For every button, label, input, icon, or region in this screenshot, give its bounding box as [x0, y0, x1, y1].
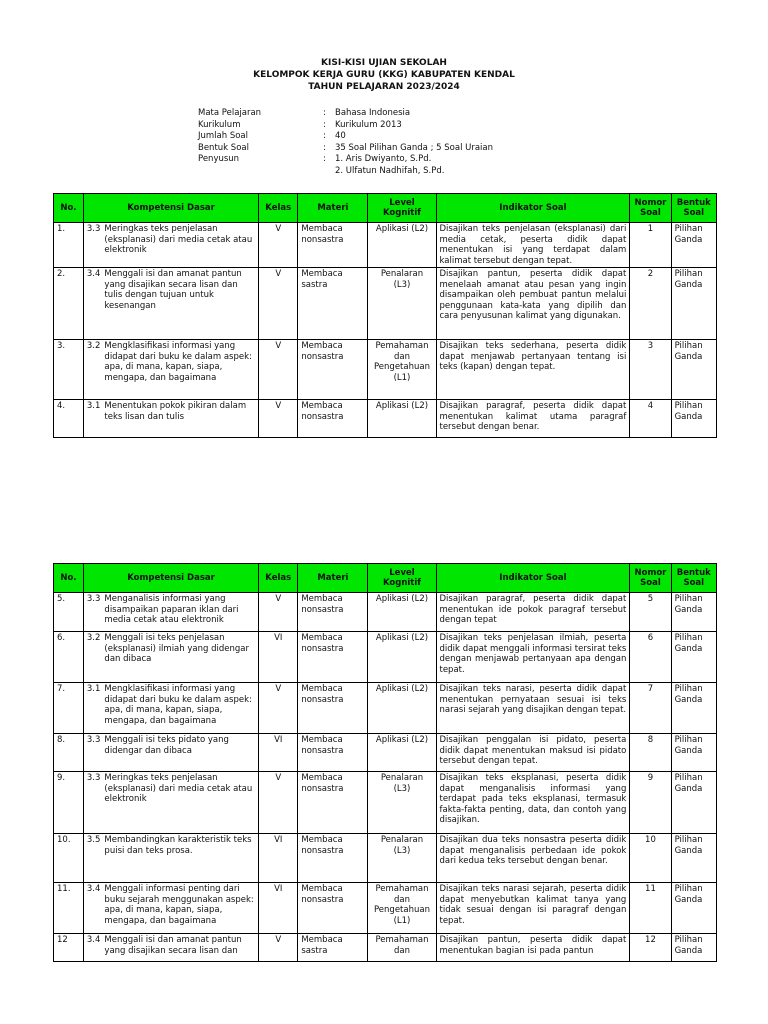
meta-row [198, 131, 493, 143]
cell-materi: Membaca nonsastra [298, 223, 368, 268]
table-row [54, 772, 717, 834]
kompetensi-number: 3.3 [86, 594, 101, 604]
table-row [54, 400, 717, 438]
cell-level: Pemahaman dan Pengetahuan (L1) [368, 883, 436, 934]
cell-no: 1. [54, 223, 84, 268]
cell-level: Penalaran (L3) [368, 268, 436, 340]
cell-bentuk: Pilihan Ganda [671, 834, 716, 883]
meta-label: Jumlah Soal [198, 131, 248, 141]
col-header-level: Level Kognitif [368, 564, 436, 593]
kompetensi-text: Mengklasifikasi informasi yang didapat dari buku ke dalam aspek: apa, di mana, kapan, siapa, mengapa, dan bagaimana [104, 684, 252, 726]
cell-kompetensi [83, 593, 258, 632]
cell-kelas: V [259, 268, 298, 340]
cell-indikator: Disajikan pantun, peserta didik dapat menelaah amanat atau pesan yang ingin disampaikan oleh pembuat pantun melalui penggunaan kata-kata yang dipilih dan cara penyusunan kalimat yang digunakan. [436, 268, 630, 340]
cell-materi: Membaca nonsastra [298, 340, 368, 400]
cell-materi: Membaca nonsastra [298, 400, 368, 438]
cell-kelas: V [259, 223, 298, 268]
cell-kompetensi [83, 632, 258, 683]
cell-level: Aplikasi (L2) [368, 734, 436, 772]
kompetensi-wrap [87, 735, 255, 756]
cell-no: 12 [54, 934, 84, 962]
cell-kompetensi [83, 772, 258, 834]
cell-materi: Membaca nonsastra [298, 772, 368, 834]
meta-sep: : [323, 108, 326, 118]
meta-sep: : [323, 154, 326, 164]
meta-row [198, 154, 493, 166]
cell-bentuk: Pilihan Ganda [671, 883, 716, 934]
cell-kompetensi [83, 223, 258, 268]
kompetensi-number: 3.3 [86, 773, 101, 783]
cell-level: Aplikasi (L2) [368, 593, 436, 632]
cell-no: 10. [54, 834, 84, 883]
cell-materi: Membaca nonsastra [298, 593, 368, 632]
cell-materi: Membaca nonsastra [298, 632, 368, 683]
kompetensi-wrap [87, 224, 255, 256]
cell-indikator: Disajikan penggalan isi pidato, peserta didik dapat menentukan maksud isi pidato tersebut dengan tepat. [436, 734, 630, 772]
col-header-indikator: Indikator Soal [436, 564, 630, 593]
cell-kompetensi [83, 834, 258, 883]
cell-indikator: Disajikan teks sederhana, peserta didik dapat menjawab pertanyaan tentang isi teks (kapan) dengan tepat. [436, 340, 630, 400]
cell-no: 7. [54, 683, 84, 734]
cell-kelas: V [259, 934, 298, 962]
col-header-kelas: Kelas [259, 194, 298, 223]
kompetensi-wrap [87, 773, 255, 805]
cell-kelas: V [259, 340, 298, 400]
cell-kelas: V [259, 683, 298, 734]
meta-sep: : [323, 119, 326, 130]
cell-kelas: V [259, 593, 298, 632]
cell-bentuk: Pilihan Ganda [671, 683, 716, 734]
table-row [54, 834, 717, 883]
cell-materi: Membaca nonsastra [298, 683, 368, 734]
table-row [54, 883, 717, 934]
cell-kelas: VI [259, 834, 298, 883]
kompetensi-text: Meringkas teks penjelasan (eksplanasi) dari media cetak atau elektronik [104, 773, 253, 804]
kompetensi-wrap [87, 594, 255, 626]
cell-no: 4. [54, 400, 84, 438]
cell-materi: Membaca sastra [298, 934, 368, 962]
kompetensi-number: 3.4 [86, 935, 101, 945]
col-header-no: No. [54, 194, 84, 223]
kompetensi-number: 3.5 [86, 835, 101, 845]
col-header-materi: Materi [298, 564, 368, 593]
meta-row [198, 108, 493, 120]
cell-indikator: Disajikan dua teks nonsastra peserta didik dapat menganalisis perbedaan ide pokok dari kedua teks tersebut dengan benar. [436, 834, 630, 883]
cell-nomor: 4 [630, 400, 671, 438]
col-header-kompetensi: Kompetensi Dasar [83, 564, 258, 593]
cell-indikator: Disajikan teks penjelasan (eksplanasi) dari media cetak, peserta didik dapat menentukan isi yang terdapat dalam kalimat tersebut dengan tepat. [436, 223, 630, 268]
kompetensi-text: Menggali isi teks pidato yang didengar dan dibaca [104, 735, 229, 756]
table-row [54, 734, 717, 772]
col-header-kompetensi: Kompetensi Dasar [83, 194, 258, 223]
table-row [54, 934, 717, 962]
cell-nomor: 7 [630, 683, 671, 734]
doc-title-line3: TAHUN PELAJARAN 2023/2024 [308, 82, 460, 92]
meta-row [198, 120, 493, 132]
meta-label: Mata Pelajaran [198, 108, 262, 118]
cell-kompetensi [83, 683, 258, 734]
kompetensi-text: Menggali informasi penting dari buku sejarah menggunakan aspek: apa, di mana, kapan, siapa, mengapa, dan bagaimana [104, 884, 254, 926]
meta-row [198, 143, 493, 155]
kompetensi-number: 3.2 [86, 341, 101, 351]
col-header-kelas: Kelas [259, 564, 298, 593]
cell-kompetensi [83, 734, 258, 772]
meta-label: Bentuk Soal [198, 142, 249, 153]
table-header-row [54, 194, 717, 223]
cell-nomor: 9 [630, 772, 671, 834]
kompetensi-text: Mengklasifikasi informasi yang didapat dari buku ke dalam aspek: apa, di mana, kapan, siapa, mengapa, dan bagaimana [104, 341, 252, 383]
cell-no: 6. [54, 632, 84, 683]
kompetensi-wrap [87, 341, 255, 383]
meta-label: Kurikulum [198, 119, 241, 130]
cell-bentuk: Pilihan Ganda [671, 734, 716, 772]
cell-materi: Membaca nonsastra [298, 734, 368, 772]
cell-no: 5. [54, 593, 84, 632]
cell-bentuk: Pilihan Ganda [671, 340, 716, 400]
kisi-table-2 [53, 563, 717, 962]
cell-kelas: VI [259, 734, 298, 772]
cell-no: 11. [54, 883, 84, 934]
meta-extra: 2. Ulfatun Nadhifah, S.Pd. [335, 165, 445, 176]
col-header-indikator: Indikator Soal [436, 194, 630, 223]
table-header-row [54, 564, 717, 593]
cell-indikator: Disajikan paragraf, peserta didik dapat menentukan ide pokok paragraf tersebut dengan tepat [436, 593, 630, 632]
meta-sep: : [323, 142, 326, 153]
col-header-nomor: Nomor Soal [630, 564, 671, 593]
cell-kelas: VI [259, 632, 298, 683]
kompetensi-number: 3.3 [86, 224, 101, 234]
col-header-materi: Materi [298, 194, 368, 223]
table-row [54, 223, 717, 268]
cell-nomor: 12 [630, 934, 671, 962]
cell-indikator: Disajikan paragraf, peserta didik dapat menentukan kalimat utama paragraf tersebut dengan benar. [436, 400, 630, 438]
kompetensi-number: 3.1 [86, 684, 101, 694]
meta-info [198, 108, 493, 177]
cell-no: 8. [54, 734, 84, 772]
kompetensi-wrap [87, 884, 255, 926]
kompetensi-wrap [87, 401, 255, 422]
cell-indikator: Disajikan teks penjelasan ilmiah, peserta didik dapat menggali informasi tersirat teks dengan menjawab pertanyaan apa dengan tepat. [436, 632, 630, 683]
cell-level: Aplikasi (L2) [368, 400, 436, 438]
meta-value: 35 Soal Pilihan Ganda ; 5 Soal Uraian [335, 142, 494, 153]
meta-value: 40 [335, 131, 346, 141]
cell-nomor: 8 [630, 734, 671, 772]
kisi-table-1 [53, 193, 717, 438]
col-header-bentuk: Bentuk Soal [671, 194, 716, 223]
cell-kelas: V [259, 772, 298, 834]
cell-kompetensi [83, 268, 258, 340]
meta-value: Bahasa Indonesia [335, 108, 411, 118]
table-row [54, 268, 717, 340]
meta-sep: : [323, 131, 326, 141]
kompetensi-wrap [87, 935, 255, 956]
cell-kelas: VI [259, 883, 298, 934]
cell-kompetensi [83, 340, 258, 400]
col-header-nomor: Nomor Soal [630, 194, 671, 223]
cell-level: Penalaran (L3) [368, 772, 436, 834]
kompetensi-wrap [87, 269, 255, 311]
col-header-bentuk: Bentuk Soal [671, 564, 716, 593]
kompetensi-text: Meringkas teks penjelasan (eksplanasi) dari media cetak atau elektronik [104, 224, 253, 255]
cell-nomor: 11 [630, 883, 671, 934]
kompetensi-number: 3.3 [86, 735, 101, 745]
kompetensi-number: 3.2 [86, 633, 101, 643]
table-row [54, 683, 717, 734]
kompetensi-wrap [87, 633, 255, 665]
kompetensi-text: Menggali isi dan amanat pantun yang disajikan secara lisan dan tulis dengan tujuan untuk kesenangan [104, 269, 242, 311]
cell-bentuk: Pilihan Ganda [671, 632, 716, 683]
table-row [54, 593, 717, 632]
cell-materi: Membaca sastra [298, 268, 368, 340]
cell-indikator: Disajikan teks eksplanasi, peserta didik dapat menganalisis informasi yang terdapat pada teks eksplanasi, termasuk fakta-fakta penting, data, dan contoh yang disajikan. [436, 772, 630, 834]
cell-indikator: Disajikan pantun, peserta didik dapat menentukan bagian isi pada pantun [436, 934, 630, 962]
doc-title-line1: KISI-KISI UJIAN SEKOLAH [321, 58, 447, 68]
meta-label: Penyusun [198, 154, 240, 164]
cell-nomor: 2 [630, 268, 671, 340]
cell-nomor: 6 [630, 632, 671, 683]
cell-kompetensi [83, 934, 258, 962]
cell-materi: Membaca nonsastra [298, 883, 368, 934]
cell-nomor: 3 [630, 340, 671, 400]
kompetensi-text: Menggali isi dan amanat pantun yang disajikan secara lisan dan [104, 935, 242, 956]
cell-materi: Membaca nonsastra [298, 834, 368, 883]
cell-bentuk: Pilihan Ganda [671, 268, 716, 340]
cell-bentuk: Pilihan Ganda [671, 400, 716, 438]
cell-level: Aplikasi (L2) [368, 223, 436, 268]
kompetensi-wrap [87, 684, 255, 726]
cell-level: Pemahaman dan [368, 934, 436, 962]
cell-bentuk: Pilihan Ganda [671, 223, 716, 268]
kompetensi-wrap [87, 835, 255, 856]
cell-level: Penalaran (L3) [368, 834, 436, 883]
kompetensi-text: Menentukan pokok pikiran dalam teks lisan dan tulis [104, 401, 247, 422]
kompetensi-number: 3.4 [86, 269, 101, 279]
cell-no: 9. [54, 772, 84, 834]
cell-nomor: 5 [630, 593, 671, 632]
table-row [54, 632, 717, 683]
cell-kompetensi [83, 883, 258, 934]
meta-value: Kurikulum 2013 [335, 119, 402, 130]
kompetensi-text: Membandingkan karakteristik teks puisi dan teks prosa. [104, 835, 252, 856]
cell-level: Aplikasi (L2) [368, 632, 436, 683]
cell-bentuk: Pilihan Ganda [671, 772, 716, 834]
cell-nomor: 10 [630, 834, 671, 883]
meta-value: 1. Aris Dwiyanto, S.Pd. [335, 154, 432, 164]
cell-kelas: V [259, 400, 298, 438]
kompetensi-text: Menganalisis informasi yang disampaikan paparan iklan dari media cetak atau elektronik [104, 594, 239, 625]
doc-title-line2: KELOMPOK KERJA GURU (KKG) KABUPATEN KENDAL [253, 70, 515, 80]
cell-indikator: Disajikan teks narasi, peserta didik dapat menentukan pernyataan sesuai isi teks narasi sejarah yang disajikan dengan tepat. [436, 683, 630, 734]
col-header-no: No. [54, 564, 84, 593]
cell-nomor: 1 [630, 223, 671, 268]
cell-level: Pemahaman dan Pengetahuan (L1) [368, 340, 436, 400]
kompetensi-number: 3.1 [86, 401, 101, 411]
cell-no: 2. [54, 268, 84, 340]
cell-level: Aplikasi (L2) [368, 683, 436, 734]
col-header-level: Level Kognitif [368, 194, 436, 223]
kompetensi-number: 3.4 [86, 884, 101, 894]
table-row [54, 340, 717, 400]
cell-bentuk: Pilihan Ganda [671, 934, 716, 962]
cell-bentuk: Pilihan Ganda [671, 593, 716, 632]
kompetensi-text: Menggali isi teks penjelasan (eksplanasi) ilmiah yang didengar dan dibaca [104, 633, 249, 664]
cell-indikator: Disajikan teks narasi sejarah, peserta didik dapat menyebutkan kalimat tanya yang tidak sesuai dengan isi paragraf dengan tepat. [436, 883, 630, 934]
cell-no: 3. [54, 340, 84, 400]
cell-kompetensi [83, 400, 258, 438]
